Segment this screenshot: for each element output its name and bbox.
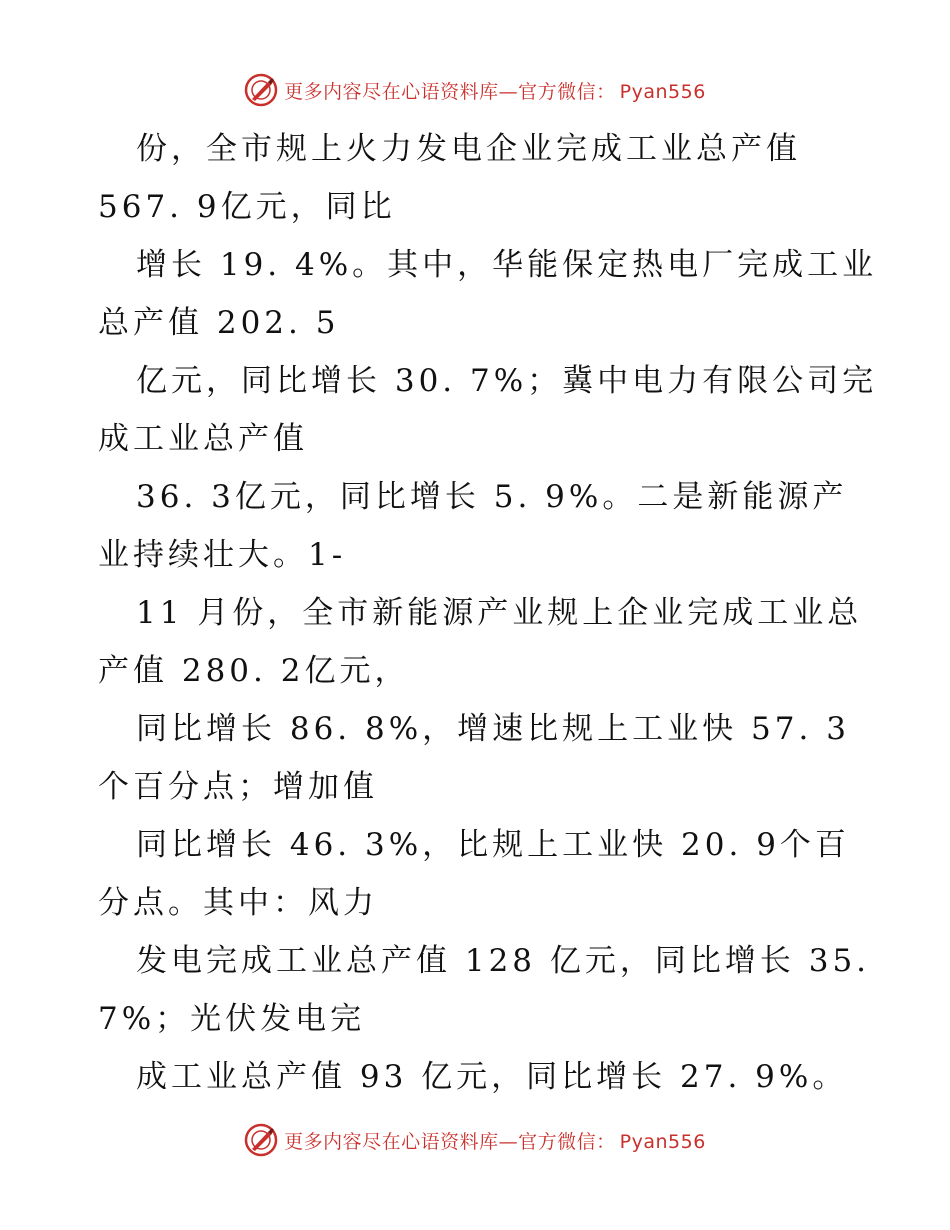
watermark-text: 更多内容尽在心语资料库—官方微信： Pyan556 — [284, 1130, 706, 1153]
logo-icon — [244, 73, 278, 107]
text-line: 分点。其中：风力 — [98, 885, 378, 921]
text-line: 成工业总产值 93 亿元，同比增长 27. 9%。 — [136, 1059, 848, 1095]
text-line: 同比增长 86. 8%，增速比规上工业快 57. 3 — [136, 711, 850, 747]
document-body — [98, 120, 878, 1106]
text-line: 成工业总产值 — [98, 421, 308, 457]
footer-watermark — [0, 1120, 950, 1160]
logo-icon — [244, 1123, 278, 1157]
text-line: 个百分点；增加值 — [98, 769, 378, 805]
text-line: 份，全市规上火力发电企业完成工业总产值 — [136, 131, 801, 167]
text-line: 7%；光伏发电完 — [98, 1001, 366, 1037]
text-line: 发电完成工业总产值 128 亿元，同比增长 35. — [136, 943, 871, 979]
header-watermark — [0, 70, 950, 110]
text-line: 36. 3亿元，同比增长 5. 9%。二是新能源产 — [136, 479, 848, 515]
text-line: 567. 9亿元，同比 — [98, 189, 396, 225]
watermark-text: 更多内容尽在心语资料库—官方微信： Pyan556 — [284, 80, 706, 103]
text-line: 产值 280. 2亿元， — [98, 653, 410, 689]
text-line: 亿元，同比增长 30. 7%；冀中电力有限公司完 — [136, 363, 878, 399]
text-line: 11 月份，全市新能源产业规上企业完成工业总 — [136, 595, 863, 631]
text-line: 同比增长 46. 3%，比规上工业快 20. 9个百 — [136, 827, 850, 863]
text-line: 业持续壮大。1- — [98, 537, 347, 573]
text-line: 增长 19. 4%。其中，华能保定热电厂完成工业 — [136, 247, 878, 283]
text-line: 总产值 202. 5 — [98, 305, 340, 341]
